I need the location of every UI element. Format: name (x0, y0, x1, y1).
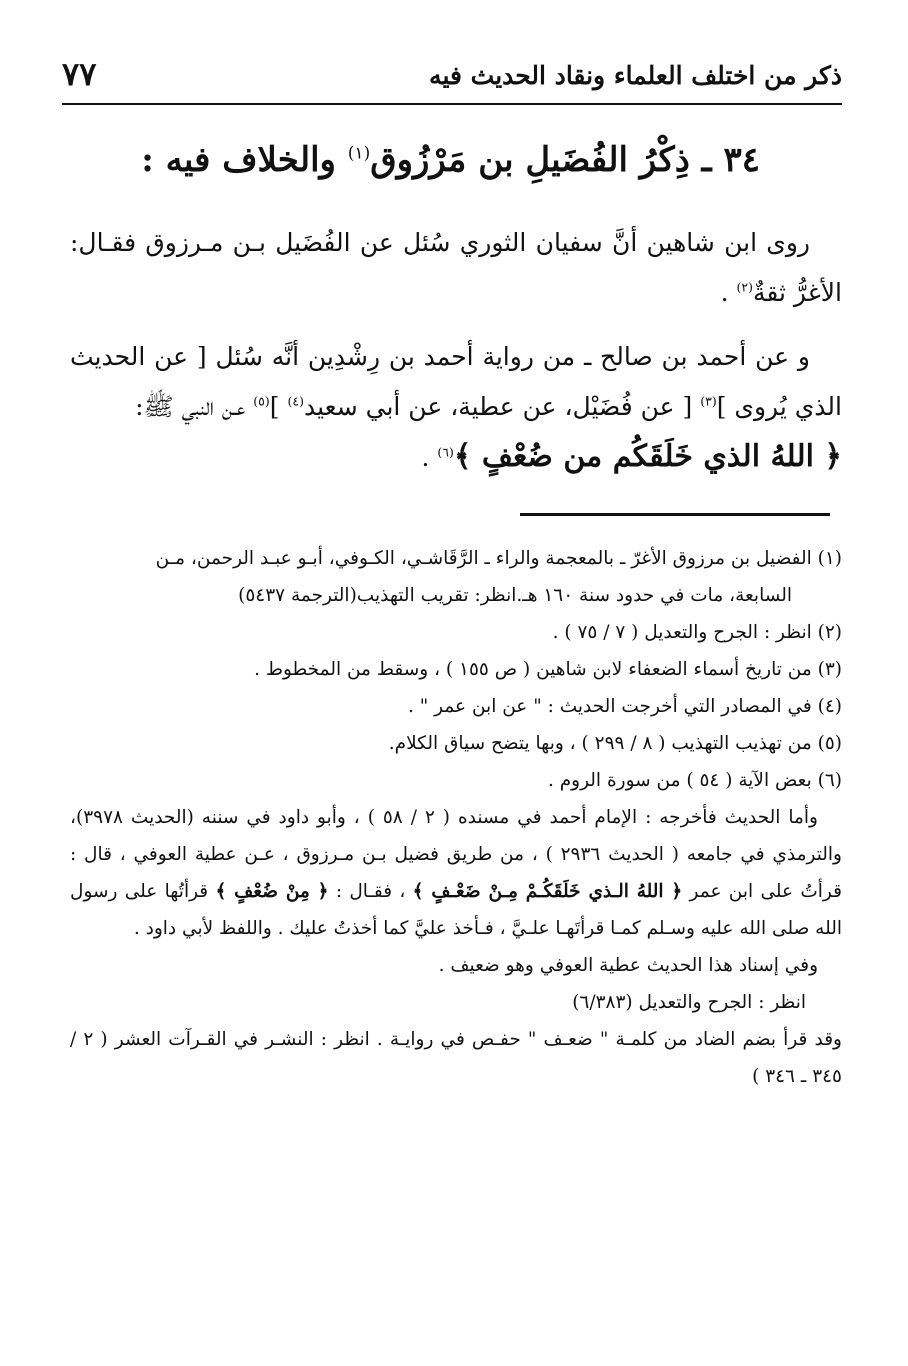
footnote-marker: (٥) (253, 393, 270, 409)
footnote-marker: (١) (347, 143, 371, 164)
section-heading-tail: والخلاف فيه : (141, 140, 348, 180)
footnote-2: (٢) انظر : الجرح والتعديل ( ٧ / ٧٥ ) . (552, 622, 842, 643)
commentary-paragraph: وفي إسناد هذا الحديث عطية العوفي وهو ضعيف . (438, 955, 818, 976)
footnote-marker: (٣) (700, 393, 717, 409)
paragraph-text: . (720, 278, 737, 307)
page-number: ٧٧ (62, 55, 97, 93)
commentary-paragraph: وقد قرأ بضم الضاد من كلمـة " ضعـف " حفـص في روايـة . انظر : النشـر في القـرآت العشر ( ٢ / ٣٤٥ ـ ٣٤٦ ) (70, 1029, 842, 1087)
footnote-4: (٤) في المصادر التي أخرجت الحديث : " عن ابن عمر " . (407, 696, 842, 717)
paragraph-text: و عن أحمد بن صالح ـ من رواية أحمد بن رِشْدِين أنَّه سُئل [ عن الحديث الذي يُروى ] (70, 342, 842, 421)
quran-verse: ﴿ اللهُ الذي خَلَقَكُم من ضُعْفٍ ﴾ (453, 439, 842, 474)
paragraph-text: ] (269, 392, 288, 421)
main-text (70, 218, 842, 497)
footnote-3: (٣) من تاريخ أسماء الضعفاء لابن شاهين ( ص ١٥٥ ) ، وسقط من المخطوط . (254, 659, 842, 680)
footnote-divider (520, 513, 830, 516)
commentary-text: قرأتُها على رسول الله صلى الله عليه وسـلم كمـا قرأتَهـا علـيَّ ، فـأخذ عليَّ كما أخذتُ عليك . واللفظ لأبي داود . (70, 881, 842, 939)
footnote-marker: (٢) (736, 279, 753, 295)
section-heading (141, 140, 760, 180)
quran-verse: ﴿ اللهُ الـذي خَلَقَكُـمْ مِـنْ ضَعْـفٍ ﴾ (412, 881, 683, 902)
footnotes (70, 540, 842, 1095)
footnote-6: (٦) بعض الآية ( ٥٤ ) من سورة الروم . (547, 770, 842, 791)
footnote-5: (٥) من تهذيب التهذيب ( ٨ / ٢٩٩ ) ، وبها يتضح سياق الكلام. (388, 733, 842, 754)
section-heading-text: ٣٤ ـ ذِكْرُ الفُضَيلِ بن مَرْزُوق (370, 140, 760, 180)
commentary-paragraph (70, 799, 842, 947)
paragraph-text: عـن النبي ﷺ: (135, 392, 254, 421)
running-header (62, 55, 842, 103)
header-divider (62, 103, 842, 105)
header-title: ذكر من اختلف العلماء ونقاد الحديث فيه (429, 61, 842, 90)
paragraph (70, 332, 842, 483)
paragraph-text: [ عن فُضَيْل، عن عطية، عن أبي سعيد (303, 392, 701, 421)
footnote-marker: (٤) (287, 393, 304, 409)
quran-verse: ﴿ مِنْ ضُعْفٍ ﴾ (215, 881, 329, 902)
paragraph-text: . (421, 443, 438, 472)
paragraph (70, 218, 842, 318)
commentary-reference: انظر : الجرح والتعديل (٦/٣٨٣) (572, 992, 806, 1013)
commentary-text: وأما الحديث فأخرجه : الإمام أحمد في مسنده ( ٢ / ٥٨ ) ، وأبو داود في سننه (الحديث ٣٩٧٨)، والترمذي في جامعه ( الحديث ٢٩٣٦ ) ، من طريق فضيل بـن مـرزوق ، عـن عطية العوفي ، قال : قرأتُ على ابن عمر (70, 807, 842, 902)
commentary-text: ، فقـال : (328, 881, 413, 902)
footnote-marker: (٦) (437, 444, 454, 460)
paragraph-text: روى ابن شاهين أنَّ سفيان الثوري سُئل عن الفُضَيل بـن مـرزوق فقـال: الأغرُّ ثقةٌ (70, 228, 842, 307)
footnote-1-continued: السابعة، مات في حدود سنة ١٦٠ هـ.انظر: تقريب التهذيب(الترجمة ٥٤٣٧) (238, 585, 792, 606)
footnote-1: (١) الفضيل بن مرزوق الأغرّ ـ بالمعجمة والراء ـ الرَّقَاشـي، الكـوفي، أبـو عبـد الرحمن، مـن (155, 548, 842, 569)
